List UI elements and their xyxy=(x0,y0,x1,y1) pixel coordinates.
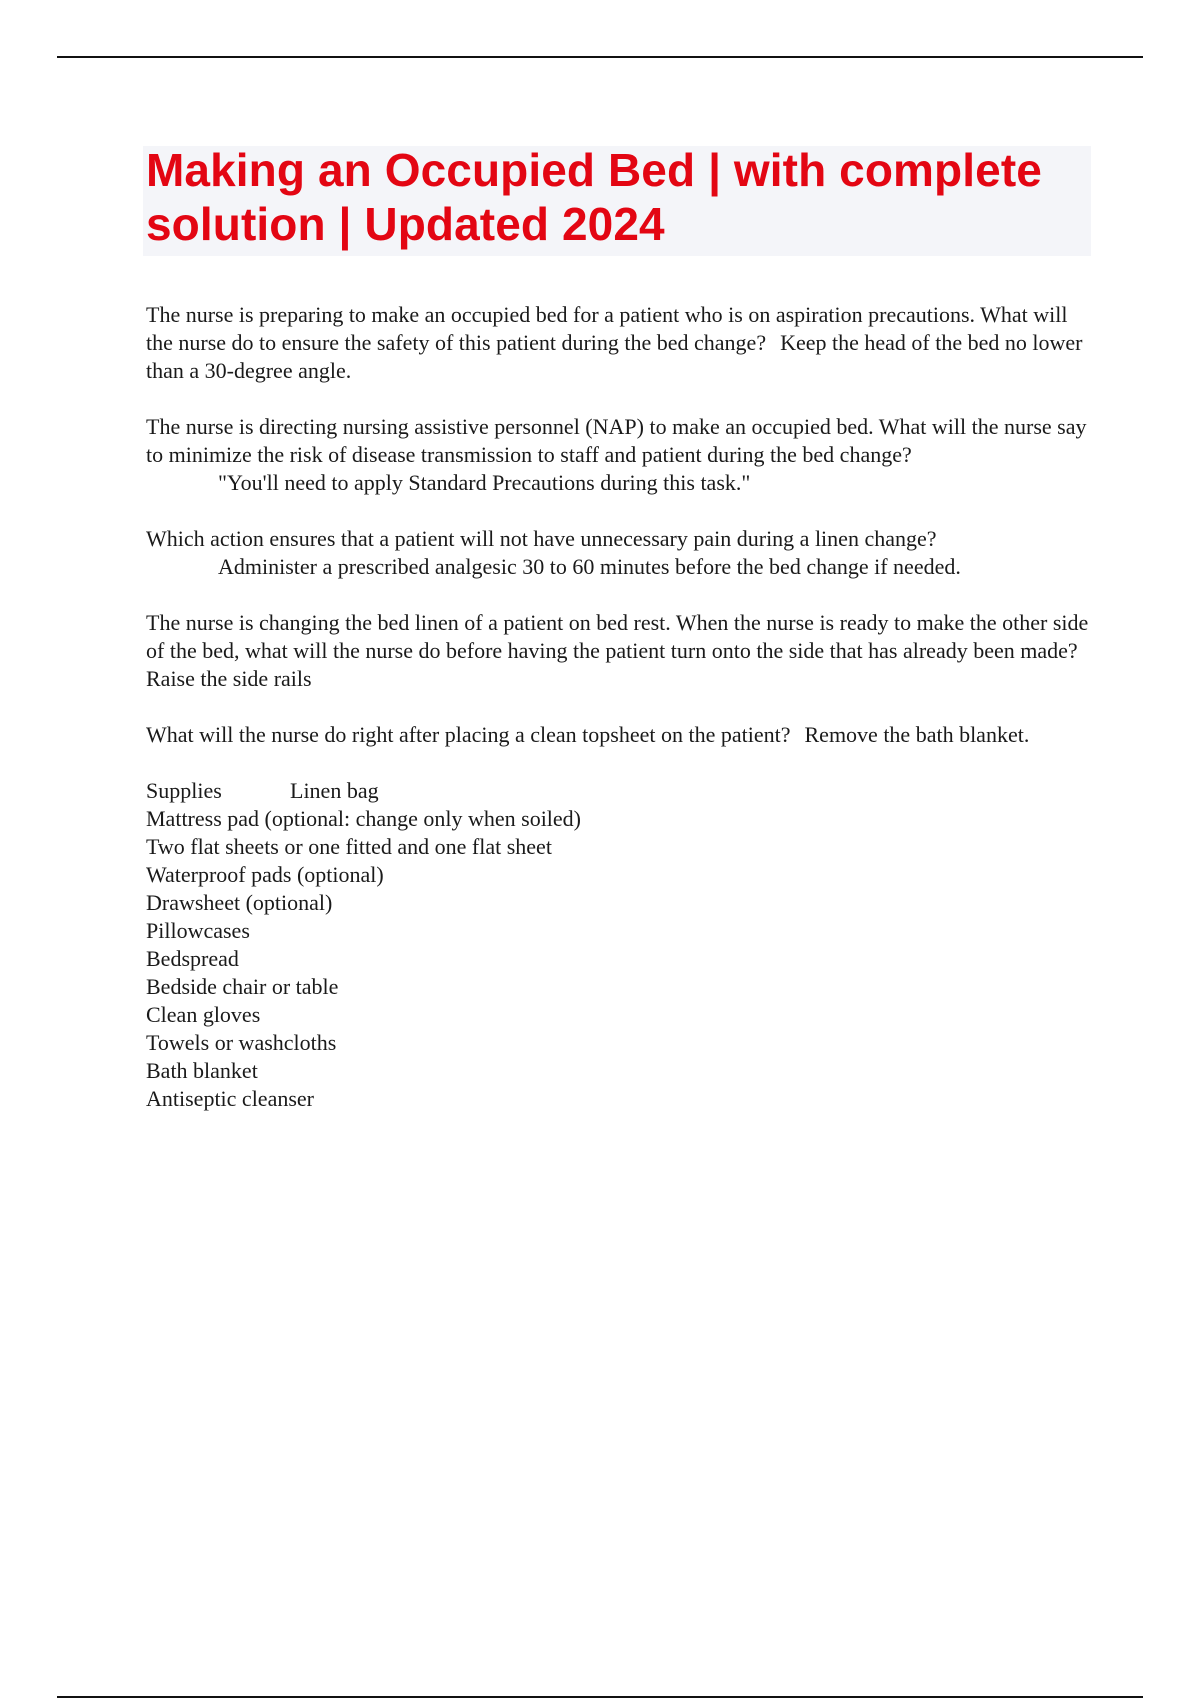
document-title: Making an Occupied Bed | with complete solution | Updated 2024 xyxy=(146,144,1042,250)
supply-item: Mattress pad (optional: change only when soiled) xyxy=(146,806,582,831)
question-text: The nurse is changing the bed linen of a patient on bed rest. When the nurse is ready to make the other side of the bed, what will the nurse do before having the patient turn onto the side that has already been made? xyxy=(146,610,1089,663)
bottom-rule xyxy=(57,1696,1143,1698)
question-text: Which action ensures that a patient will not have unnecessary pain during a linen change? xyxy=(146,526,937,551)
top-rule xyxy=(57,56,1143,58)
qa-item-5 xyxy=(146,721,1096,749)
supply-item: Towels or washcloths xyxy=(146,1030,337,1055)
supply-item: Bedside chair or table xyxy=(146,974,339,999)
supply-item: Clean gloves xyxy=(146,1002,261,1027)
supply-list xyxy=(146,805,1096,1113)
supplies-section xyxy=(146,777,1096,1113)
supply-item: Waterproof pads (optional) xyxy=(146,862,384,887)
question-text: The nurse is directing nursing assistive personnel (NAP) to make an occupied bed. What will the nurse say to minimize the risk of disease transmission to staff and patient during the bed change? xyxy=(146,414,1087,467)
supplies-label: Supplies xyxy=(146,778,222,803)
supply-item: Bath blanket xyxy=(146,1058,258,1083)
supply-item: Bedspread xyxy=(146,946,239,971)
answer-text: Remove the bath blanket. xyxy=(804,722,1030,747)
supply-item: Two flat sheets or one fitted and one flat sheet xyxy=(146,834,552,859)
question-text: The nurse is preparing to make an occupied bed for a patient who is on aspiration precautions. What will the nurse do to ensure the safety of this patient during the bed change? xyxy=(146,302,1068,355)
supplies-header-row xyxy=(146,777,1096,805)
question-text: What will the nurse do right after placing a clean topsheet on the patient? xyxy=(146,722,791,747)
answer-text: Keep the head of the bed no lower than a 30-degree angle. xyxy=(146,330,1083,383)
qa-item-2 xyxy=(146,413,1096,497)
supply-item: Linen bag xyxy=(290,778,379,803)
document-body xyxy=(146,301,1096,1113)
answer-text: Administer a prescribed analgesic 30 to 60 minutes before the bed change if needed. xyxy=(218,554,961,579)
supply-item: Antiseptic cleanser xyxy=(146,1086,314,1111)
answer-text: "You'll need to apply Standard Precautions during this task." xyxy=(218,470,751,495)
answer-text: Raise the side rails xyxy=(146,666,312,691)
qa-item-1 xyxy=(146,301,1096,385)
supply-item: Drawsheet (optional) xyxy=(146,890,333,915)
qa-item-4 xyxy=(146,609,1096,693)
qa-item-3 xyxy=(146,525,1096,581)
supply-item: Pillowcases xyxy=(146,918,250,943)
